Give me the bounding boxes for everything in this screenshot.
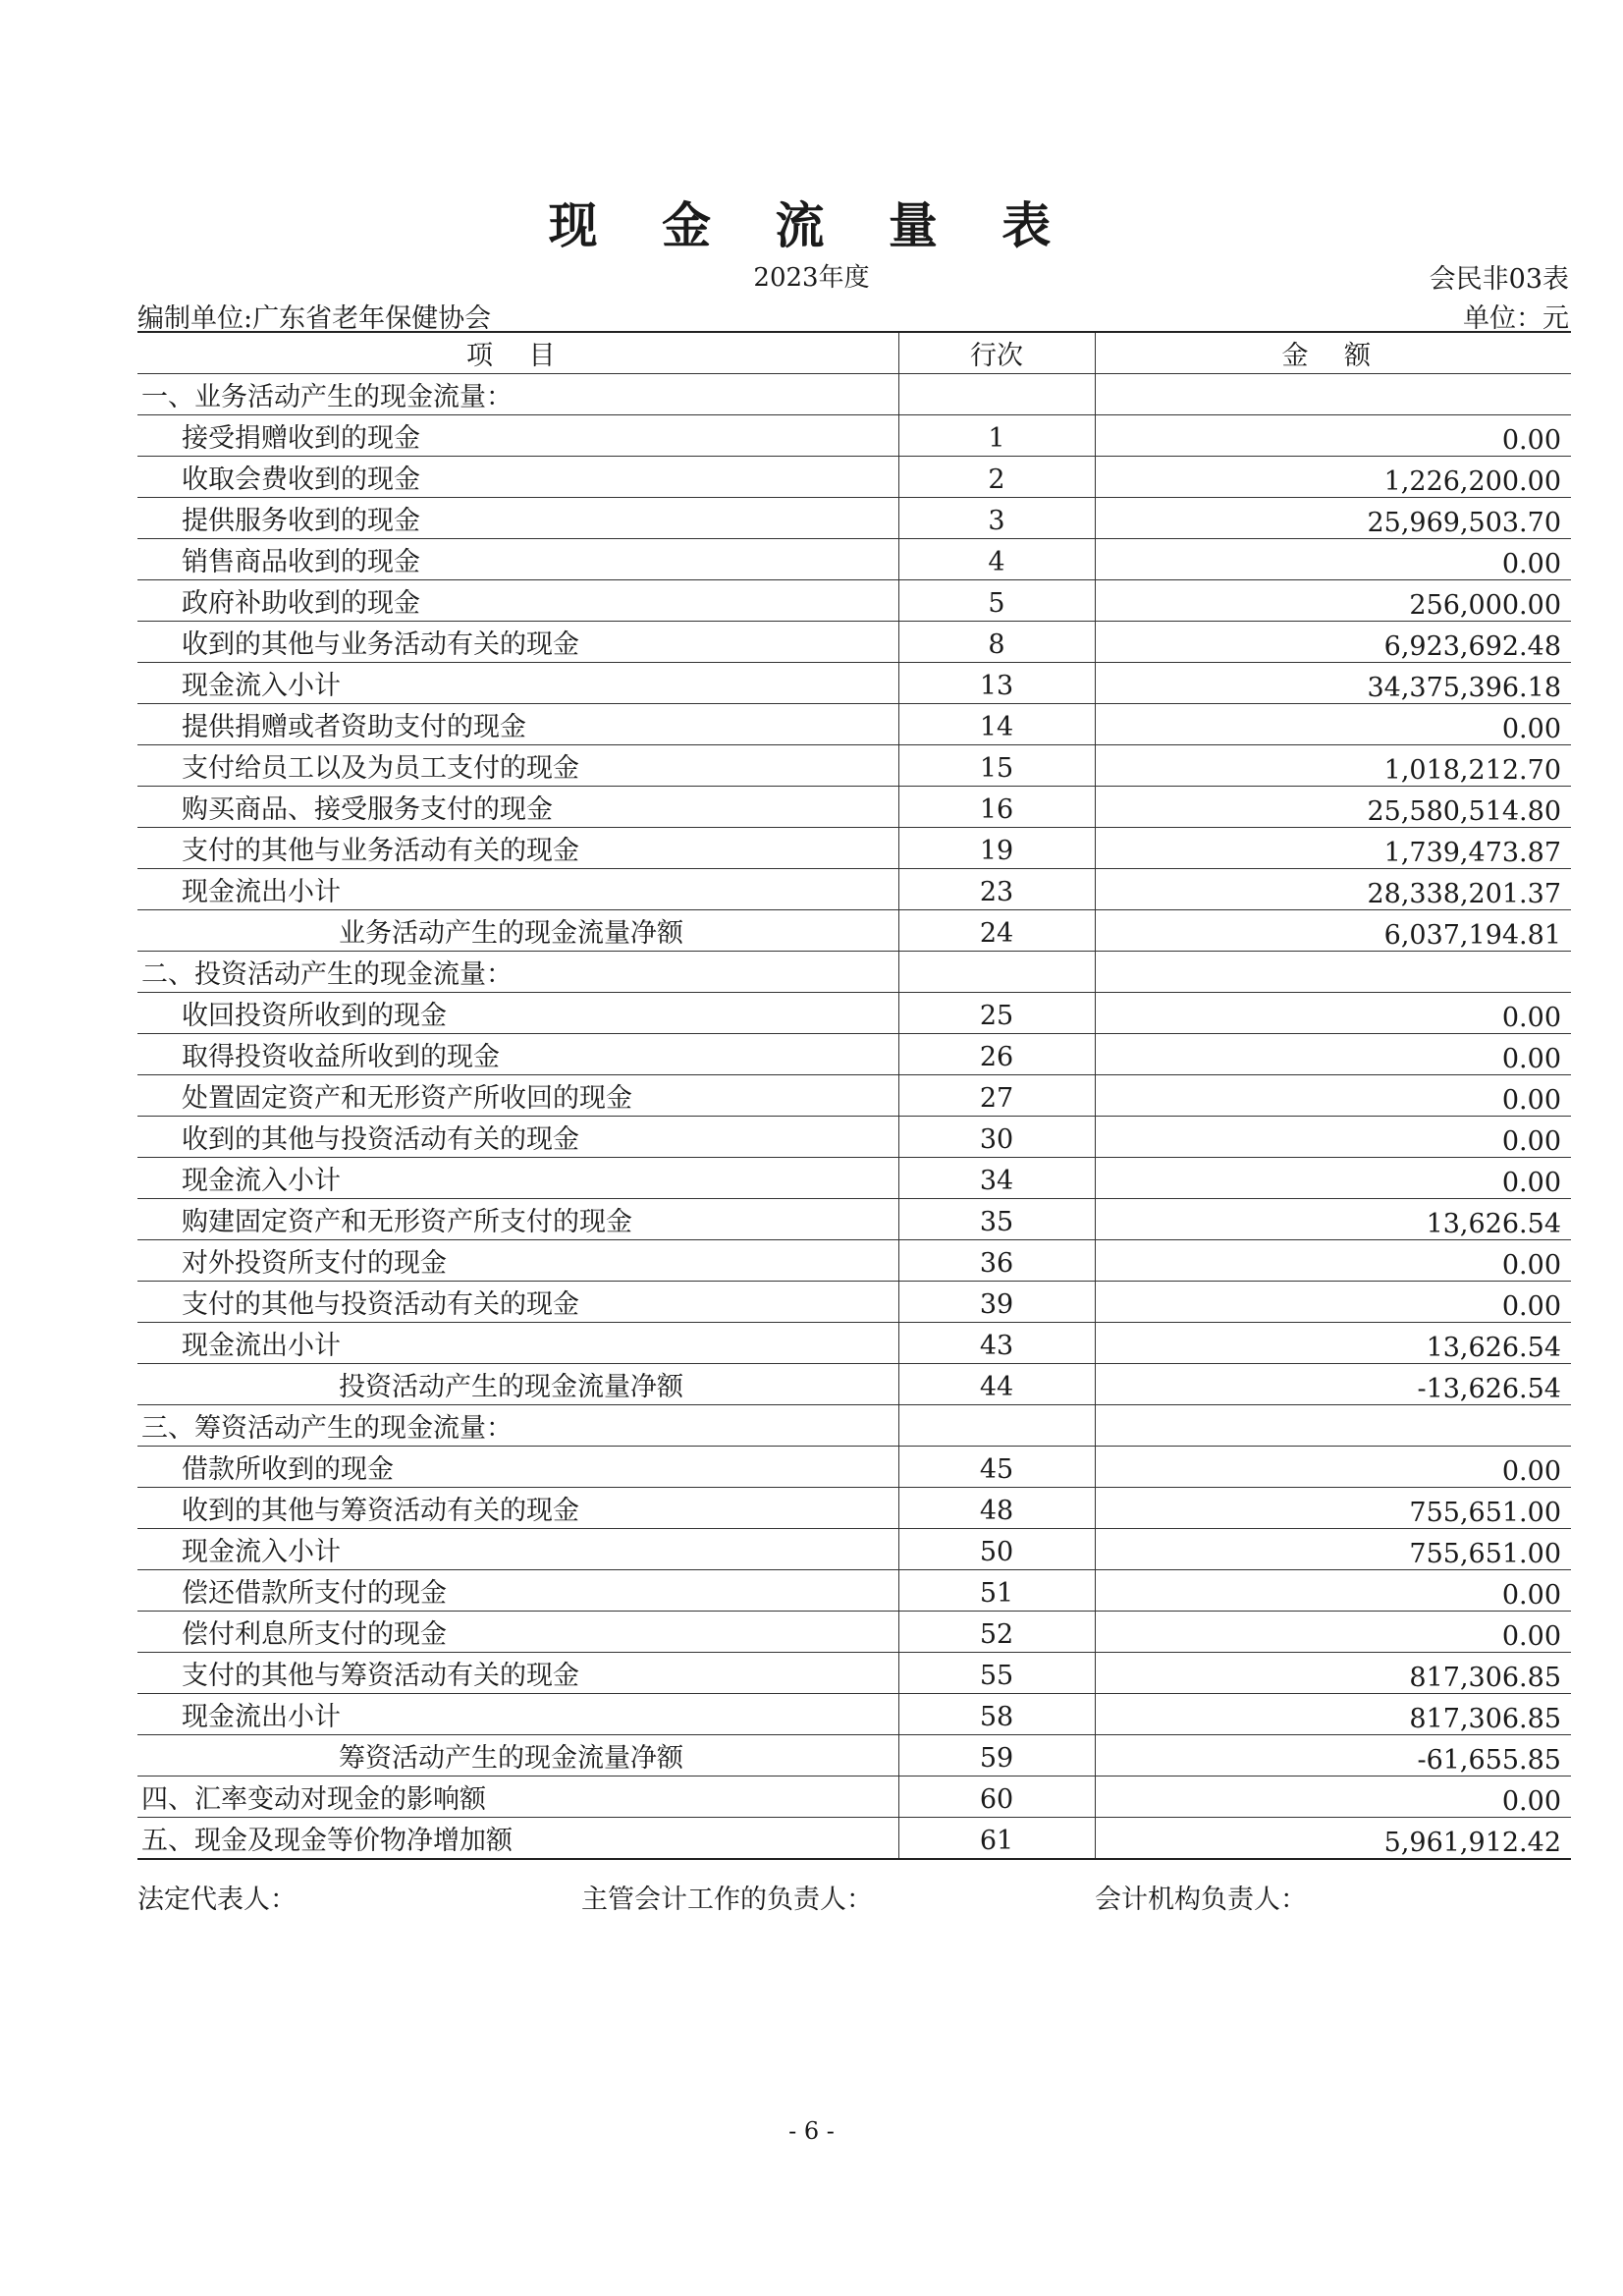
row-line-number: 4 <box>898 538 1095 579</box>
row-amount: 0.00 <box>1095 703 1571 744</box>
table-row <box>137 1776 1571 1817</box>
row-line-number: 25 <box>898 992 1095 1033</box>
row-line-number <box>898 951 1095 992</box>
row-line-number: 19 <box>898 827 1095 868</box>
row-item: 对外投资所支付的现金 <box>137 1239 898 1281</box>
row-amount <box>1095 373 1571 414</box>
table-row <box>137 538 1571 579</box>
row-line-number: 55 <box>898 1652 1095 1693</box>
row-item: 政府补助收到的现金 <box>137 579 898 621</box>
table-row <box>137 992 1571 1033</box>
row-item: 收取会费收到的现金 <box>137 456 898 497</box>
row-item: 现金流出小计 <box>137 1322 898 1363</box>
page-number: - 6 - <box>788 2117 835 2145</box>
table-row <box>137 1569 1571 1611</box>
accounting-head-label: 主管会计工作的负责人： <box>581 1885 873 1915</box>
row-line-number: 58 <box>898 1693 1095 1734</box>
row-item: 收回投资所收到的现金 <box>137 992 898 1033</box>
row-line-number <box>898 373 1095 414</box>
row-line-number: 43 <box>898 1322 1095 1363</box>
row-line-number: 30 <box>898 1116 1095 1157</box>
table-row <box>137 1033 1571 1074</box>
row-amount: 13,626.54 <box>1095 1198 1571 1239</box>
table-row <box>137 1281 1571 1322</box>
row-amount: 0.00 <box>1095 1116 1571 1157</box>
row-amount <box>1095 951 1571 992</box>
row-amount: 0.00 <box>1095 1239 1571 1281</box>
row-item: 五、现金及现金等价物净增加额 <box>137 1817 898 1859</box>
row-line-number: 14 <box>898 703 1095 744</box>
row-line-number: 13 <box>898 662 1095 703</box>
row-item: 支付的其他与筹资活动有关的现金 <box>137 1652 898 1693</box>
row-line-number: 1 <box>898 414 1095 456</box>
cash-flow-rows <box>137 373 1571 1859</box>
row-line-number: 52 <box>898 1611 1095 1652</box>
row-item: 二、投资活动产生的现金流量： <box>137 951 898 992</box>
currency-unit: 单位：元 <box>1463 303 1569 334</box>
row-amount: 1,739,473.87 <box>1095 827 1571 868</box>
row-item: 购买商品、接受服务支付的现金 <box>137 786 898 827</box>
table-row <box>137 1074 1571 1116</box>
table-row <box>137 373 1571 414</box>
row-line-number: 8 <box>898 621 1095 662</box>
row-line-number: 61 <box>898 1817 1095 1859</box>
table-row <box>137 1487 1571 1528</box>
row-amount: 817,306.85 <box>1095 1693 1571 1734</box>
row-amount: 13,626.54 <box>1095 1322 1571 1363</box>
row-line-number: 59 <box>898 1734 1095 1776</box>
row-amount: 0.00 <box>1095 1074 1571 1116</box>
table-header-row <box>137 332 1571 373</box>
table-row <box>137 703 1571 744</box>
row-item: 支付的其他与业务活动有关的现金 <box>137 827 898 868</box>
table-row <box>137 621 1571 662</box>
table-row <box>137 1157 1571 1198</box>
row-amount: 0.00 <box>1095 414 1571 456</box>
row-amount: 0.00 <box>1095 992 1571 1033</box>
row-line-number: 2 <box>898 456 1095 497</box>
row-line-number: 26 <box>898 1033 1095 1074</box>
table-row <box>137 909 1571 951</box>
row-item: 收到的其他与投资活动有关的现金 <box>137 1116 898 1157</box>
table-row <box>137 868 1571 909</box>
row-amount: 755,651.00 <box>1095 1528 1571 1569</box>
table-row <box>137 744 1571 786</box>
row-item: 收到的其他与业务活动有关的现金 <box>137 621 898 662</box>
row-line-number: 36 <box>898 1239 1095 1281</box>
row-amount: 817,306.85 <box>1095 1652 1571 1693</box>
header-line-number: 行次 <box>898 332 1095 373</box>
row-item: 提供捐赠或者资助支付的现金 <box>137 703 898 744</box>
row-item: 借款所收到的现金 <box>137 1446 898 1487</box>
row-line-number: 24 <box>898 909 1095 951</box>
row-line-number: 51 <box>898 1569 1095 1611</box>
preparing-organization: 编制单位:广东省老年保健协会 <box>137 303 492 334</box>
row-amount: 0.00 <box>1095 1776 1571 1817</box>
table-row <box>137 1652 1571 1693</box>
row-amount: 25,969,503.70 <box>1095 497 1571 538</box>
row-amount: 0.00 <box>1095 1611 1571 1652</box>
table-row <box>137 1239 1571 1281</box>
row-item: 现金流入小计 <box>137 1528 898 1569</box>
table-row <box>137 1734 1571 1776</box>
row-item: 投资活动产生的现金流量净额 <box>137 1363 898 1404</box>
table-row <box>137 1322 1571 1363</box>
table-row <box>137 1198 1571 1239</box>
row-amount: 755,651.00 <box>1095 1487 1571 1528</box>
row-line-number: 60 <box>898 1776 1095 1817</box>
row-line-number: 27 <box>898 1074 1095 1116</box>
table-row <box>137 1446 1571 1487</box>
header-amount: 金 额 <box>1095 332 1571 373</box>
row-item: 三、筹资活动产生的现金流量： <box>137 1404 898 1446</box>
row-item: 筹资活动产生的现金流量净额 <box>137 1734 898 1776</box>
form-code: 会民非03表 <box>1429 264 1569 295</box>
table-row <box>137 951 1571 992</box>
table-row <box>137 456 1571 497</box>
table-row <box>137 1817 1571 1859</box>
table-row <box>137 662 1571 703</box>
cash-flow-table <box>137 331 1571 1860</box>
row-line-number: 5 <box>898 579 1095 621</box>
table-row <box>137 497 1571 538</box>
header-item: 项 目 <box>137 332 898 373</box>
row-item: 提供服务收到的现金 <box>137 497 898 538</box>
row-amount: -13,626.54 <box>1095 1363 1571 1404</box>
row-line-number: 34 <box>898 1157 1095 1198</box>
row-amount: 1,018,212.70 <box>1095 744 1571 786</box>
row-amount: 5,961,912.42 <box>1095 1817 1571 1859</box>
row-item: 支付的其他与投资活动有关的现金 <box>137 1281 898 1322</box>
table-row <box>137 579 1571 621</box>
row-line-number <box>898 1404 1095 1446</box>
row-item: 销售商品收到的现金 <box>137 538 898 579</box>
row-item: 处置固定资产和无形资产所收回的现金 <box>137 1074 898 1116</box>
document-title: 现 金 流 量 表 <box>548 196 1075 254</box>
row-line-number: 23 <box>898 868 1095 909</box>
row-item: 四、汇率变动对现金的影响额 <box>137 1776 898 1817</box>
row-amount <box>1095 1404 1571 1446</box>
table-row <box>137 827 1571 868</box>
legal-representative-label: 法定代表人： <box>137 1885 297 1915</box>
row-item: 偿还借款所支付的现金 <box>137 1569 898 1611</box>
row-item: 取得投资收益所收到的现金 <box>137 1033 898 1074</box>
row-line-number: 50 <box>898 1528 1095 1569</box>
row-line-number: 39 <box>898 1281 1095 1322</box>
table-row <box>137 414 1571 456</box>
row-amount: 25,580,514.80 <box>1095 786 1571 827</box>
row-amount: 6,923,692.48 <box>1095 621 1571 662</box>
table-row <box>137 786 1571 827</box>
row-amount: -61,655.85 <box>1095 1734 1571 1776</box>
table-row <box>137 1611 1571 1652</box>
row-item: 现金流入小计 <box>137 1157 898 1198</box>
row-amount: 6,037,194.81 <box>1095 909 1571 951</box>
row-amount: 256,000.00 <box>1095 579 1571 621</box>
row-item: 支付给员工以及为员工支付的现金 <box>137 744 898 786</box>
row-line-number: 44 <box>898 1363 1095 1404</box>
row-amount: 0.00 <box>1095 1446 1571 1487</box>
row-item: 现金流出小计 <box>137 1693 898 1734</box>
row-item: 购建固定资产和无形资产所支付的现金 <box>137 1198 898 1239</box>
row-line-number: 35 <box>898 1198 1095 1239</box>
row-item: 现金流出小计 <box>137 868 898 909</box>
row-item: 收到的其他与筹资活动有关的现金 <box>137 1487 898 1528</box>
row-amount: 0.00 <box>1095 1033 1571 1074</box>
row-amount: 0.00 <box>1095 538 1571 579</box>
row-amount: 1,226,200.00 <box>1095 456 1571 497</box>
table-row <box>137 1404 1571 1446</box>
row-item: 接受捐赠收到的现金 <box>137 414 898 456</box>
table-row <box>137 1116 1571 1157</box>
row-amount: 0.00 <box>1095 1281 1571 1322</box>
report-period: 2023年度 <box>753 263 870 293</box>
row-item: 偿付利息所支付的现金 <box>137 1611 898 1652</box>
row-amount: 0.00 <box>1095 1569 1571 1611</box>
row-item: 现金流入小计 <box>137 662 898 703</box>
row-line-number: 45 <box>898 1446 1095 1487</box>
row-amount: 34,375,396.18 <box>1095 662 1571 703</box>
row-item: 业务活动产生的现金流量净额 <box>137 909 898 951</box>
row-line-number: 15 <box>898 744 1095 786</box>
table-row <box>137 1693 1571 1734</box>
row-line-number: 16 <box>898 786 1095 827</box>
row-amount: 28,338,201.37 <box>1095 868 1571 909</box>
table-row <box>137 1528 1571 1569</box>
row-item: 一、业务活动产生的现金流量： <box>137 373 898 414</box>
row-line-number: 3 <box>898 497 1095 538</box>
row-line-number: 48 <box>898 1487 1095 1528</box>
table-row <box>137 1363 1571 1404</box>
row-amount: 0.00 <box>1095 1157 1571 1198</box>
accounting-org-head-label: 会计机构负责人： <box>1095 1885 1307 1915</box>
